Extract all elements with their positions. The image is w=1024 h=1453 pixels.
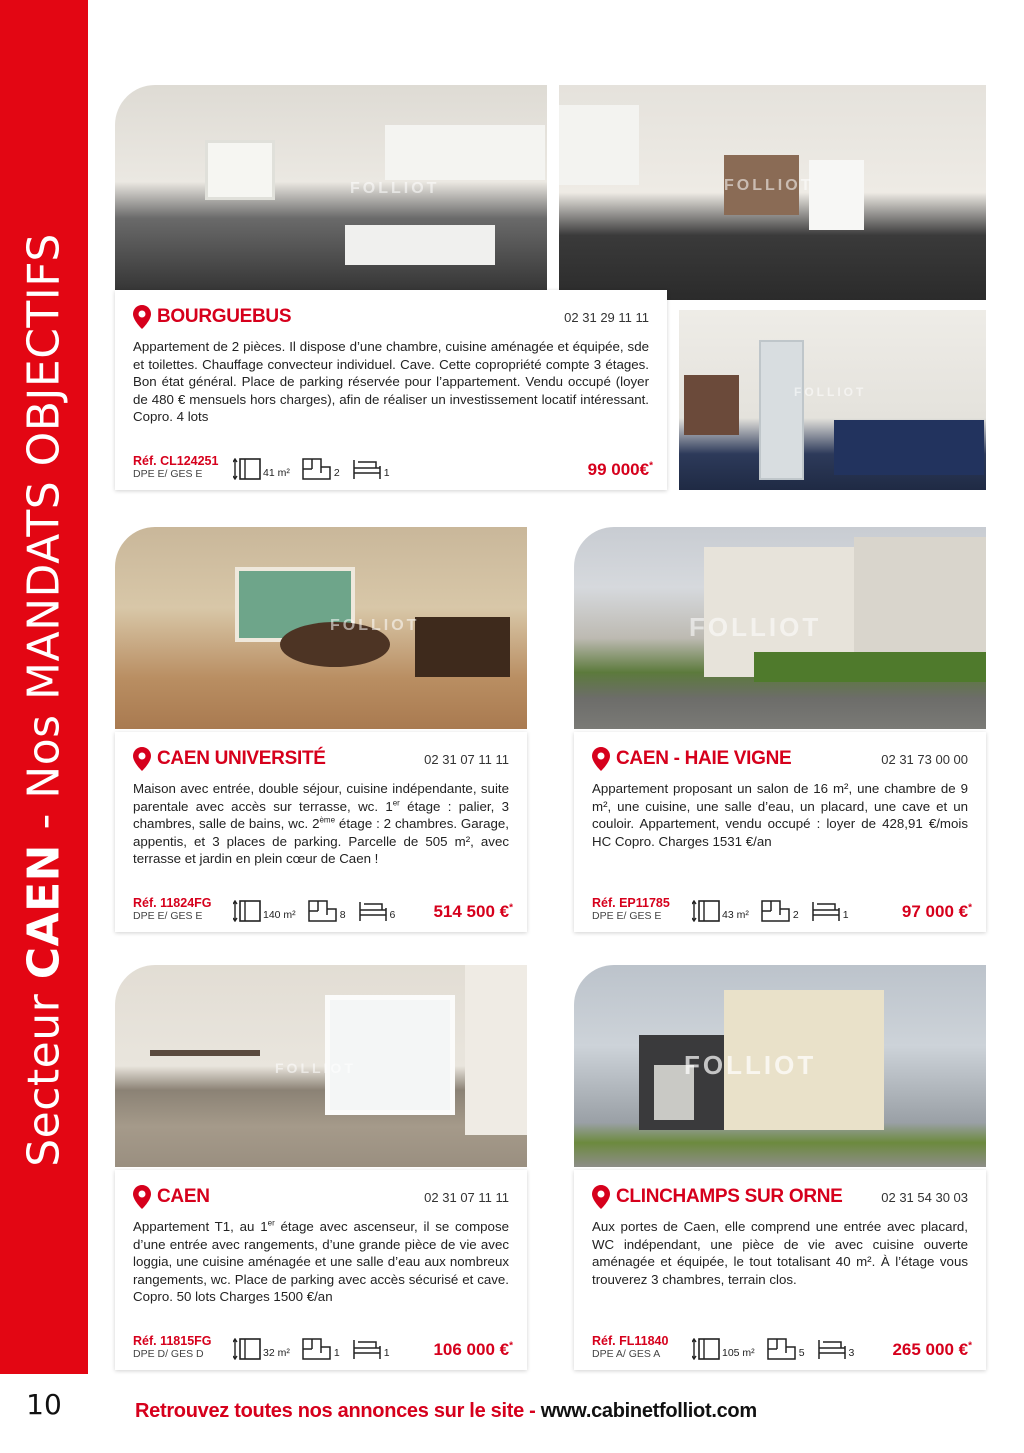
- watermark: FOLLIOT: [684, 1050, 817, 1080]
- listing-description: [133, 1218, 509, 1306]
- listing-ref: Réf. EP11785: [592, 896, 670, 910]
- watermark: FOLLIOT: [724, 177, 814, 194]
- listing-4-photo-room: [115, 965, 527, 1167]
- desc-sup-a: er: [267, 1218, 275, 1228]
- listing-dpe: DPE E/ GES E: [133, 910, 203, 922]
- listing-dpe: DPE E/ GES E: [592, 910, 662, 922]
- surface-icon: [692, 900, 720, 922]
- listing-2-photo-dining: [115, 527, 527, 729]
- footer-tagline: [135, 1400, 757, 1423]
- rooms-icon: [767, 1338, 797, 1360]
- listing-phone[interactable]: 02 31 07 11 11: [424, 751, 509, 767]
- price-asterisk: *: [968, 1340, 972, 1352]
- desc-part-b: étage : palier, 3 chambres, salle de bains, wc. 2: [133, 798, 509, 831]
- surface-icon: [692, 1338, 720, 1360]
- price-asterisk: *: [509, 902, 513, 914]
- desc-part-c: étage : 2 chambres. Garage, appentis, et 3 places de parking. Parcelle de 505 m², avec terrasse et jardin en plein cœur de Caen !: [133, 816, 509, 866]
- feature-bedrooms: [811, 900, 849, 922]
- listing-phone[interactable]: 02 31 73 00 00: [881, 751, 968, 767]
- feature-bedrooms: [358, 900, 396, 922]
- listing-description: [133, 780, 509, 868]
- listing-1-photo-bathroom: [679, 310, 986, 490]
- price-asterisk: *: [968, 902, 972, 914]
- listing-ref: Réf. 11815FG: [133, 1334, 212, 1348]
- bed-icon: [817, 1338, 847, 1360]
- rooms-value: 8: [339, 909, 346, 921]
- feature-rooms: [308, 900, 346, 922]
- feature-surface: [233, 1338, 290, 1360]
- feature-rooms: [302, 1338, 340, 1360]
- feature-surface: [233, 900, 296, 922]
- desc-part-a: Appartement T1, au 1: [133, 1219, 268, 1234]
- feature-bedrooms: [352, 458, 390, 480]
- rooms-icon: [302, 458, 332, 480]
- bed-icon: [811, 900, 841, 922]
- listing-3-photo-building: [574, 527, 986, 729]
- listing-city: CAEN: [157, 1186, 210, 1207]
- desc-sup-b: ème: [319, 815, 336, 825]
- watermark: FOLLIOT: [689, 612, 822, 642]
- listing-card-caen[interactable]: [115, 1170, 527, 1370]
- surface-icon: [233, 1338, 261, 1360]
- listing-price: [433, 1340, 513, 1360]
- surface-icon: [233, 900, 261, 922]
- watermark: FOLLIOT: [350, 180, 440, 197]
- feature-surface: [692, 1338, 755, 1360]
- desc-sup-a: er: [392, 798, 400, 808]
- watermark: FOLLIOT: [275, 1060, 356, 1076]
- watermark: FOLLIOT: [330, 617, 420, 634]
- desc-part-a: Maison avec entrée, double séjour, cuisine indépendante, suite parentale avec accès sur terrasse, wc. 1: [133, 781, 509, 814]
- listing-price: [892, 1340, 972, 1360]
- listing-description: Aux portes de Caen, elle comprend une entrée avec placard, WC indépendant, une pièce de vie avec cuisine ouverte aménagée et équipée, le tout totalisant 40 m². À l’étage vous trouverez 3 chambres, terrain clos.: [592, 1219, 968, 1287]
- feature-bedrooms: [817, 1338, 855, 1360]
- rooms-icon: [761, 900, 791, 922]
- bed-icon: [352, 458, 382, 480]
- footer-website-link[interactable]: www.cabinetfolliot.com: [540, 1400, 757, 1422]
- feature-bedrooms: [352, 1338, 390, 1360]
- listing-1-photo-kitchen: [115, 85, 547, 300]
- listing-city: BOURGUEBUS: [157, 306, 292, 327]
- listing-ref: Réf. CL124251: [133, 454, 219, 468]
- surface-value: 140 m²: [263, 909, 296, 921]
- listing-card-caen-universite[interactable]: [115, 732, 527, 932]
- watermark: FOLLIOT: [794, 385, 867, 399]
- bedrooms-value: 1: [383, 1347, 390, 1359]
- listing-price: [433, 902, 513, 922]
- bedrooms-value: 6: [389, 909, 396, 921]
- feature-rooms: [767, 1338, 805, 1360]
- location-pin-icon: [592, 747, 610, 771]
- location-pin-icon: [133, 747, 151, 771]
- surface-value: 43 m²: [722, 909, 749, 921]
- surface-value: 105 m²: [722, 1347, 755, 1359]
- listing-price: [588, 460, 653, 480]
- bedrooms-value: 1: [383, 467, 390, 479]
- price-value: 99 000€: [587, 460, 650, 479]
- desc-part-b: étage avec ascenseur, il se compose d’une entrée avec rangements, d’une grande pièce de vie avec loggia, une cuisine aménagée et une salle d’eau aux nombreux rangements, wc. Place de parking avec accès sécurisé et cave. Copro. 50 lots Charges 1500 €/an: [133, 1219, 509, 1304]
- page-number-box: [0, 1370, 88, 1453]
- listing-5-photo-house: [574, 965, 986, 1167]
- bed-icon: [352, 1338, 382, 1360]
- price-asterisk: *: [509, 1340, 513, 1352]
- section-title-prefix: Secteur: [18, 979, 70, 1167]
- feature-surface: [692, 900, 749, 922]
- surface-value: 32 m²: [263, 1347, 290, 1359]
- sidebar-band: [0, 0, 88, 1370]
- listing-card-caen-haie-vigne[interactable]: [574, 732, 986, 932]
- section-title-city: CAEN: [18, 844, 70, 980]
- rooms-value: 2: [792, 909, 799, 921]
- section-title-suffix: - Nos MANDATS OBJECTIFS: [18, 233, 70, 845]
- price-value: 265 000 €: [892, 1340, 969, 1359]
- listing-1-photo-living: [559, 85, 986, 300]
- rooms-value: 5: [798, 1347, 805, 1359]
- surface-icon: [233, 458, 261, 480]
- listing-description: Appartement de 2 pièces. Il dispose d’une chambre, cuisine aménagée et équipée, sde et toilettes. Chauffage convecteur individuel. Cave. Cette copropriété compte 3 étages. Bon état général. Place de parking réservée pour l’appartement. Vendu occupé (loyer de 480 € mensuels hors charges), afin de réaliser un investissement locatif intéressant. Copro. 4 lots: [133, 339, 649, 424]
- price-asterisk: *: [649, 460, 653, 472]
- listing-city: CAEN - HAIE VIGNE: [616, 748, 792, 769]
- listing-phone[interactable]: 02 31 07 11 11: [424, 1189, 509, 1205]
- price-value: 97 000 €: [901, 902, 969, 921]
- rooms-value: 1: [333, 1347, 340, 1359]
- listing-price: [902, 902, 972, 922]
- location-pin-icon: [133, 305, 151, 329]
- listing-card-clinchamps-sur-orne[interactable]: [574, 1170, 986, 1370]
- listing-city: CAEN UNIVERSITÉ: [157, 748, 326, 769]
- surface-value: 41 m²: [263, 467, 290, 479]
- listing-ref: Réf. 11824FG: [133, 896, 212, 910]
- listing-city: CLINCHAMPS SUR ORNE: [616, 1186, 843, 1207]
- feature-surface: [233, 458, 290, 480]
- rooms-value: 2: [333, 467, 340, 479]
- listing-card-bourguebus[interactable]: [115, 290, 667, 490]
- section-title: [19, 233, 70, 1167]
- bedrooms-value: 1: [842, 909, 849, 921]
- feature-rooms: [302, 458, 340, 480]
- location-pin-icon: [592, 1185, 610, 1209]
- listing-ref: Réf. FL11840: [592, 1334, 669, 1348]
- listing-dpe: DPE E/ GES E: [133, 468, 203, 480]
- rooms-icon: [308, 900, 338, 922]
- listing-dpe: DPE A/ GES A: [592, 1348, 661, 1360]
- feature-rooms: [761, 900, 799, 922]
- rooms-icon: [302, 1338, 332, 1360]
- listing-description: Appartement proposant un salon de 16 m², une chambre de 9 m², une cuisine, une salle d’eau, un placard, une cave et un couloir. Appartement, vendu occupé : loyer de 428,91 €/mois HC Copro. Charges 1531 €/an: [592, 781, 968, 849]
- bedrooms-value: 3: [848, 1347, 855, 1359]
- location-pin-icon: [133, 1185, 151, 1209]
- listing-dpe: DPE D/ GES D: [133, 1348, 204, 1360]
- listing-phone[interactable]: 02 31 54 30 03: [881, 1189, 968, 1205]
- footer-text: Retrouvez toutes nos annonces sur le site -: [135, 1400, 541, 1422]
- bed-icon: [358, 900, 388, 922]
- listing-phone[interactable]: 02 31 29 11 11: [564, 309, 649, 325]
- page-number: 10: [26, 1388, 62, 1421]
- price-value: 106 000 €: [433, 1340, 510, 1359]
- price-value: 514 500 €: [433, 902, 510, 921]
